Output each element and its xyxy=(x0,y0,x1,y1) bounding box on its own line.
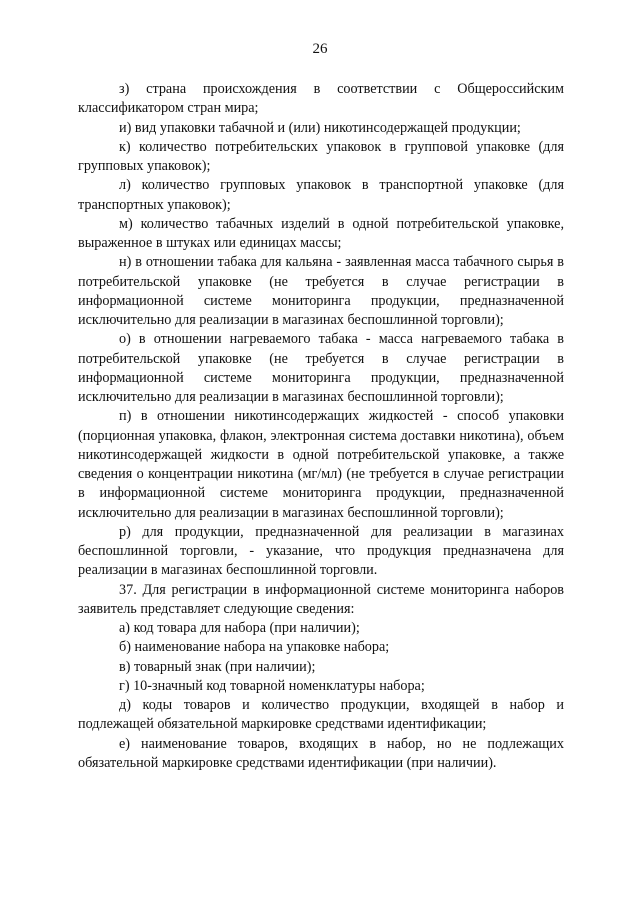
paragraph-a: а) код товара для набора (при наличии); xyxy=(119,620,360,636)
paragraph-n: н) в отношении табака для кальяна - заявленная масса табачного сырья в потребительской упаковке (не требуется в случае регистрации в информационной системе мониторинга продукции, предназначенной исключительно для реализации в магазинах беспошлинной торговли); xyxy=(78,254,564,328)
paragraph-i: и) вид упаковки табачной и (или) никотинсодержащей продукции; xyxy=(119,119,521,136)
paragraph-m: м) количество табачных изделий в одной потребительской упаковке, выраженное в штуках или единицах массы; xyxy=(78,215,564,251)
paragraph-z: з) страна происхождения в соответствии с Общероссийским классификатором стран мира; xyxy=(78,81,564,117)
paragraph-g: г) 10-значный код товарной номенклатуры набора; xyxy=(119,677,425,694)
paragraph-v: в) товарный знак (при наличии); xyxy=(119,658,316,675)
page-number: 26 xyxy=(312,41,328,57)
paragraph-p: п) в отношении никотинсодержащих жидкостей - способ упаковки (порционная упаковка, флакон, электронная система доставки никотина), объем никотинсодержащей жидкости в одной потребительской упаковке, а также сведения о концентрации никотина (мг/мл) (не требуется в случае регистрации в информационной системе мониторинга продукции, предназначенной исключительно для реализации в магазинах беспошлинной торговли); xyxy=(78,408,564,521)
paragraph-o: о) в отношении нагреваемого табака - масса нагреваемого табака в потребительской упаковке (не требуется в случае регистрации в информационной системе мониторинга продукции, предназначенной исключительно для реализации в магазинах беспошлинной торговли); xyxy=(78,331,564,405)
paragraph-d: д) коды товаров и количество продукции, входящей в набор и подлежащей обязательной маркировке средствами идентификации; xyxy=(78,697,564,733)
paragraph-37: 37. Для регистрации в информационной системе мониторинга наборов заявитель представляет следующие сведения: xyxy=(78,581,564,617)
paragraph-l: л) количество групповых упаковок в транспортной упаковке (для транспортных упаковок); xyxy=(78,177,564,213)
paragraph-b: б) наименование набора на упаковке набора; xyxy=(119,639,390,656)
paragraph-r: р) для продукции, предназначенной для реализации в магазинах беспошлинной торговли, - указание, что продукция предназначена для реализации в магазинах беспошлинной торговли. xyxy=(78,523,564,579)
paragraph-e: е) наименование товаров, входящих в набор, но не подлежащих обязательной маркировке средствами идентификации (при наличии). xyxy=(78,735,564,771)
paragraph-k: к) количество потребительских упаковок в групповой упаковке (для групповых упаковок); xyxy=(78,138,564,174)
document-body xyxy=(78,80,564,773)
